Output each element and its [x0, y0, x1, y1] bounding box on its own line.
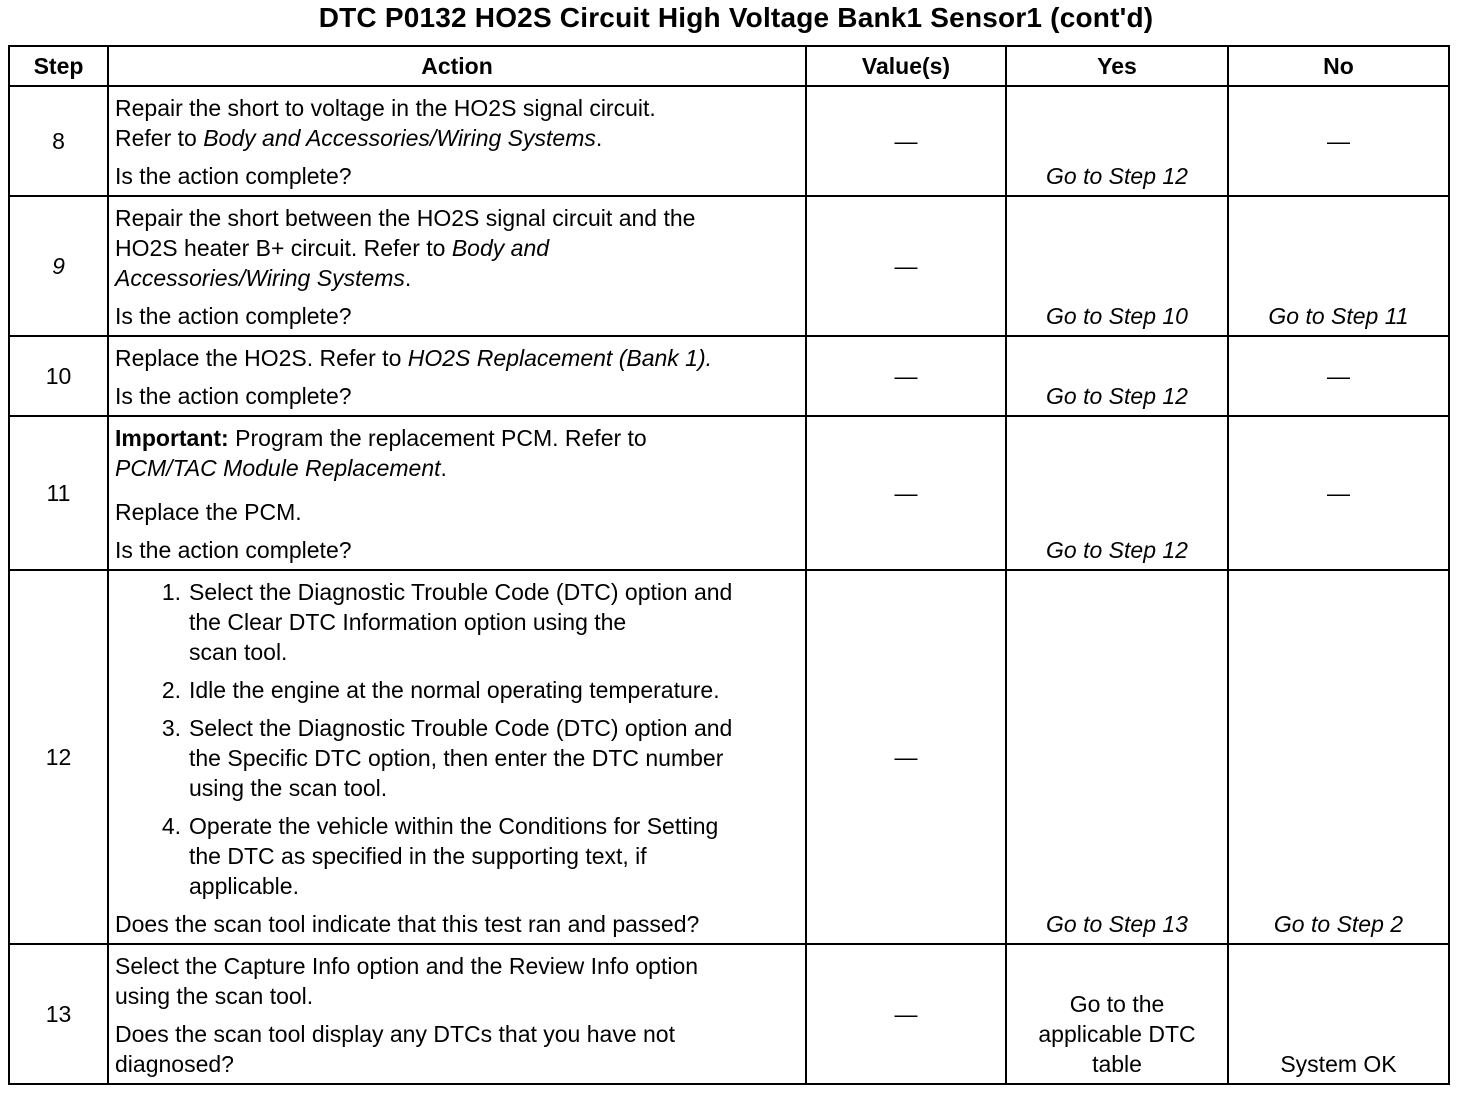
no-cell: —: [1228, 86, 1449, 196]
no-cell: Go to Step 11: [1228, 196, 1449, 336]
yes-cell: Go to Step 13: [1006, 570, 1228, 944]
value-cell: —: [806, 196, 1006, 336]
yes-cell: Go to Step 10: [1006, 196, 1228, 336]
action-cell: [108, 416, 806, 570]
table-row: [9, 416, 1449, 570]
action-text: using the scan tool.: [115, 983, 314, 1009]
important-label: Important:: [115, 425, 229, 451]
action-text: Accessories/Wiring Systems.: [115, 265, 412, 291]
action-question: Is the action complete?: [115, 537, 352, 563]
diagnostic-table: [8, 45, 1450, 1085]
action-text: Repair the short between the HO2S signal circuit and the: [115, 205, 696, 231]
action-text: Replace the HO2S. Refer to HO2S Replacement (Bank 1).: [115, 345, 713, 371]
step-number: 9: [9, 196, 108, 336]
action-text: Important: Program the replacement PCM. Refer to: [115, 425, 647, 451]
action-text: Refer to Body and Accessories/Wiring Systems.: [115, 125, 603, 151]
table-row: [9, 196, 1449, 336]
value-cell: —: [806, 944, 1006, 1084]
no-cell: —: [1228, 416, 1449, 570]
action-cell: [108, 570, 806, 944]
action-text: Select the Capture Info option and the Review Info option: [115, 953, 699, 979]
table-row: [9, 944, 1449, 1084]
value-cell: —: [806, 86, 1006, 196]
no-cell: —: [1228, 336, 1449, 416]
no-cell: System OK: [1228, 944, 1449, 1084]
action-question: Does the scan tool indicate that this test ran and passed?: [115, 911, 700, 937]
action-text: Repair the short to voltage in the HO2S signal circuit.: [115, 95, 656, 121]
step-number: 11: [9, 416, 108, 570]
action-question: diagnosed?: [115, 1051, 234, 1077]
step-number: 12: [9, 570, 108, 944]
table-row: [9, 86, 1449, 196]
table-row: [9, 570, 1449, 944]
action-question: Is the action complete?: [115, 163, 352, 189]
action-cell: [108, 944, 806, 1084]
yes-cell: Go to Step 12: [1006, 416, 1228, 570]
value-cell: —: [806, 336, 1006, 416]
yes-cell: Go to Step 12: [1006, 86, 1228, 196]
procedure-list: [115, 577, 799, 901]
list-item: 4. Operate the vehicle within the Conditions for Setting the DTC as specified in the supporting text, if applicable.: [161, 813, 719, 899]
header-step: Step: [9, 46, 108, 86]
step-number: 13: [9, 944, 108, 1084]
table-row: [9, 336, 1449, 416]
action-cell: [108, 196, 806, 336]
list-item: 3. Select the Diagnostic Trouble Code (DTC) option and the Specific DTC option, then enter the DTC number using the scan tool.: [161, 715, 733, 801]
value-cell: —: [806, 570, 1006, 944]
action-text: Replace the PCM.: [115, 499, 302, 525]
header-yes: Yes: [1006, 46, 1228, 86]
table-header-row: [9, 46, 1449, 86]
header-action: Action: [108, 46, 806, 86]
yes-cell: Go to Step 12: [1006, 336, 1228, 416]
action-text: PCM/TAC Module Replacement.: [115, 455, 447, 481]
header-values: Value(s): [806, 46, 1006, 86]
step-number: 10: [9, 336, 108, 416]
yes-cell: Go to the applicable DTC table: [1006, 944, 1228, 1084]
step-number: 8: [9, 86, 108, 196]
list-item: 2. Idle the engine at the normal operating temperature.: [161, 677, 720, 703]
value-cell: —: [806, 416, 1006, 570]
no-cell: Go to Step 2: [1228, 570, 1449, 944]
action-question: Does the scan tool display any DTCs that you have not: [115, 1021, 675, 1047]
list-item: 1. Select the Diagnostic Trouble Code (DTC) option and the Clear DTC Information option using the scan tool.: [161, 579, 733, 665]
header-no: No: [1228, 46, 1449, 86]
page-title: DTC P0132 HO2S Circuit High Voltage Bank1 Sensor1 (cont'd): [318, 2, 1154, 33]
action-question: Is the action complete?: [115, 383, 352, 409]
action-cell: [108, 336, 806, 416]
action-cell: [108, 86, 806, 196]
action-question: Is the action complete?: [115, 303, 352, 329]
action-text: HO2S heater B+ circuit. Refer to Body and: [115, 235, 550, 261]
